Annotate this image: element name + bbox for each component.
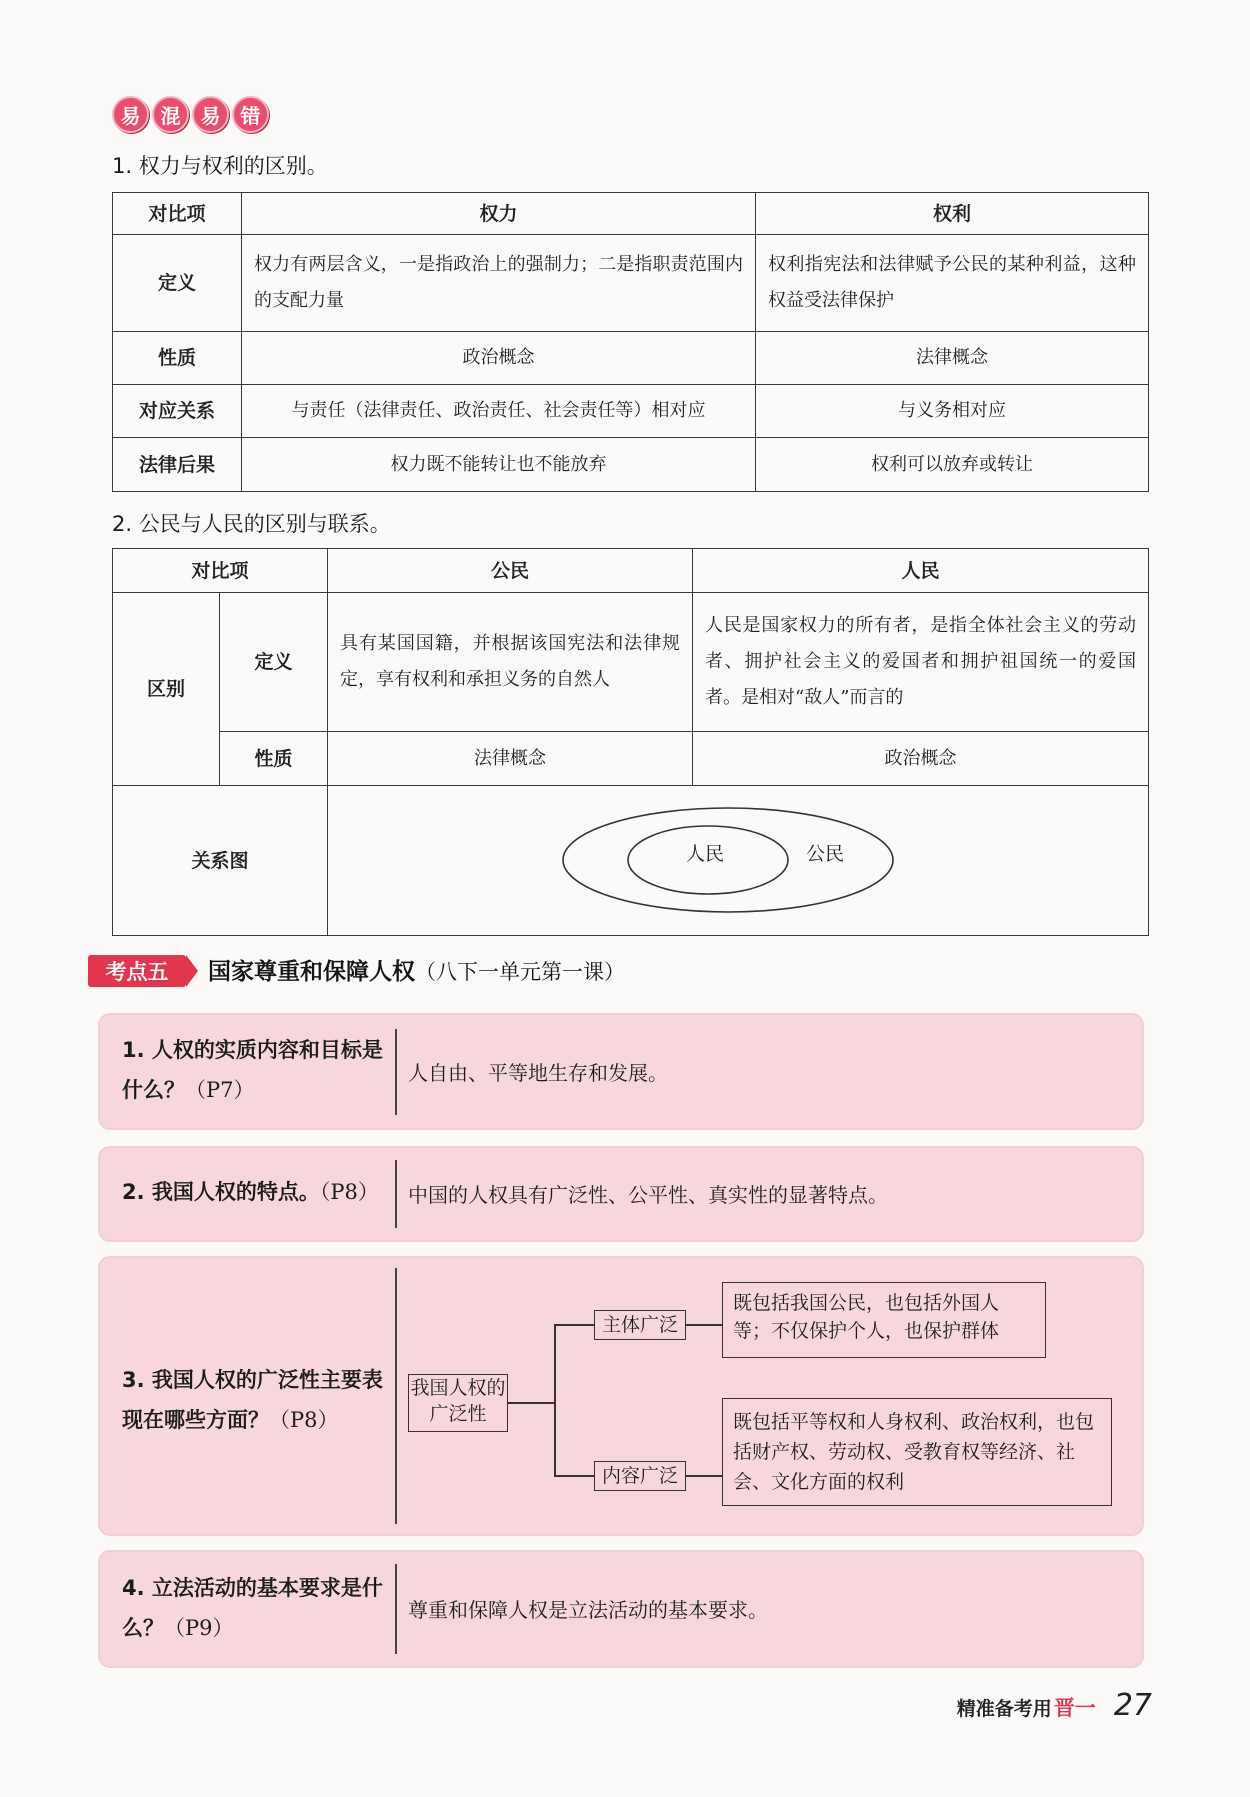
relation-diagram-cell [328,786,1149,936]
badge-char: 易 [112,96,149,133]
table-header: 权力 [242,193,756,235]
connector [554,1475,594,1477]
table-header: 权利 [756,193,1149,235]
table-header: 对比项 [113,193,242,235]
qa-card [100,1258,1142,1534]
page-number: 27 [1113,1688,1152,1723]
table-cell: 法律概念 [756,332,1149,385]
group-label: 区别 [113,593,220,786]
relation-ellipses [328,786,1148,935]
section1-heading: 1. 权力与权利的区别。 [112,154,328,178]
diagram-branch-box: 内容广泛 [594,1461,686,1491]
table-cell: 政治概念 [693,732,1149,786]
row-label: 法律后果 [113,438,242,492]
power-rights-table [112,192,1149,492]
keypoint-title-text: 国家尊重和保障人权 [208,959,415,985]
qa-question: 3. 我国人权的广泛性主要表现在哪些方面？（P8） [122,1368,383,1432]
table-cell: 人民是国家权力的所有者，是指全体社会主义的劳动者、拥护社会主义的爱国者和拥护祖国统一的爱国者。是相对“敌人”而言的 [693,593,1149,732]
table-header: 公民 [328,549,693,593]
table-header: 人民 [693,549,1149,593]
badge-char: 混 [152,96,189,133]
qa-answer: 尊重和保障人权是立法活动的基本要求。 [408,1598,768,1622]
row-label: 性质 [220,732,328,786]
qa-card [100,1015,1142,1128]
row-label: 关系图 [113,786,328,936]
diagram-branch-box: 主体广泛 [594,1310,686,1340]
citizen-people-table [112,548,1149,936]
inner-ellipse-label: 人民 [686,843,725,865]
badge-char: 错 [232,96,269,133]
table-cell: 具有某国国籍，并根据该国宪法和法律规定，享有权利和承担义务的自然人 [328,593,693,732]
qa-card [100,1148,1142,1240]
qa-answer: 人自由、平等地生存和发展。 [408,1061,668,1085]
keypoint-subtitle: （八下一单元第一课） [415,960,625,984]
keypoint-arrow [186,955,198,987]
qa-divider [395,1029,397,1115]
diagram-leaf-box: 既包括我国公民，也包括外国人等；不仅保护个人，也保护群体 [722,1282,1046,1358]
qa-question: 2. 我国人权的特点。（P8） [122,1180,379,1204]
qa-question: 4. 立法活动的基本要求是什么？（P9） [122,1576,383,1640]
footer-brand: 晋一 [1053,1696,1096,1720]
row-label: 定义 [113,235,242,332]
qa-divider [395,1564,397,1654]
table-header: 对比项 [113,549,328,593]
row-label: 定义 [220,593,328,732]
table-cell: 权利可以放弃或转让 [756,438,1149,492]
table-cell: 与责任（法律责任、政治责任、社会责任等）相对应 [242,385,756,438]
diagram-leaf-box: 既包括平等权和人身权利、政治权利，也包括财产权、劳动权、受教育权等经济、社会、文化方面的权利 [722,1398,1112,1506]
keypoint-title [208,953,625,986]
section2-heading: 2. 公民与人民的区别与联系。 [112,512,391,536]
connector [554,1324,594,1326]
connector [554,1324,556,1476]
connector [508,1402,554,1404]
qa-divider [395,1268,397,1524]
table-cell: 法律概念 [328,732,693,786]
connector [686,1324,722,1326]
qa-question: 1. 人权的实质内容和目标是什么？（P7） [122,1038,383,1102]
qa-divider [395,1160,397,1228]
table-cell: 权力有两层含义，一是指政治上的强制力；二是指职责范围内的支配力量 [242,235,756,332]
row-label: 对应关系 [113,385,242,438]
table-cell: 权利指宪法和法律赋予公民的某种利益，这种权益受法律保护 [756,235,1149,332]
keypoint-tag: 考点五 [88,955,186,987]
table-cell: 政治概念 [242,332,756,385]
badge-char: 易 [192,96,229,133]
qa-card [100,1552,1142,1666]
qa-answer: 中国的人权具有广泛性、公平性、真实性的显著特点。 [408,1183,888,1207]
row-label: 性质 [113,332,242,385]
table-cell: 与义务相对应 [756,385,1149,438]
connector [686,1475,722,1477]
table-cell: 权力既不能转让也不能放弃 [242,438,756,492]
outer-ellipse-label: 公民 [806,843,845,865]
footer-text: 精准备考用 [956,1698,1052,1720]
page-footer [957,1688,1152,1723]
diagram-root-box: 我国人权的广泛性 [408,1374,508,1432]
easy-mistake-badge [112,96,272,133]
